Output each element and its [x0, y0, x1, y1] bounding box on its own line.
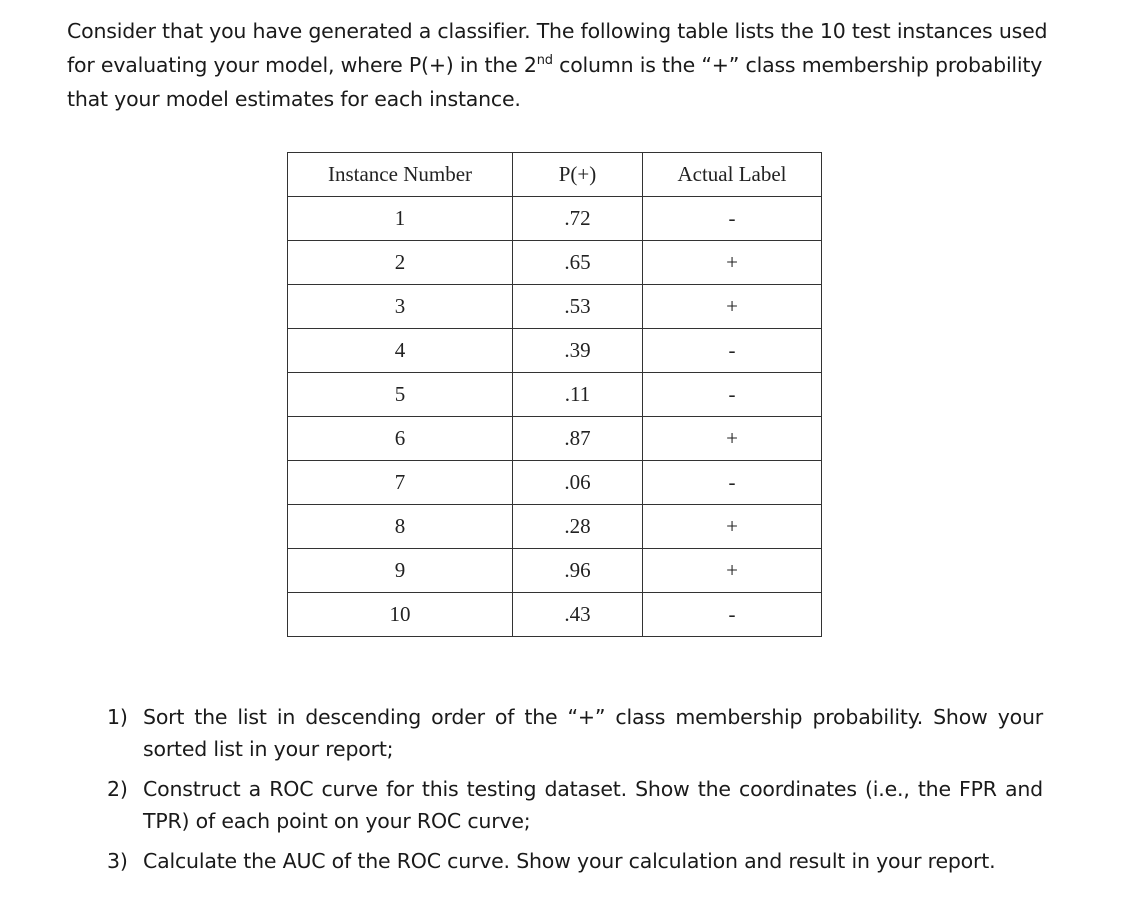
table-row — [288, 461, 822, 505]
table-row — [288, 285, 822, 329]
probability-cell: .06 — [513, 461, 643, 505]
table-row — [288, 417, 822, 461]
header-probability: P(+) — [513, 153, 643, 197]
table-row — [288, 505, 822, 549]
instance-number-cell: 1 — [288, 197, 513, 241]
instance-number-cell: 3 — [288, 285, 513, 329]
question-item — [107, 845, 1043, 877]
table-row — [288, 593, 822, 637]
table-row — [288, 329, 822, 373]
table-row — [288, 197, 822, 241]
question-text: Calculate the AUC of the ROC curve. Show your calculation and result in your report. — [143, 849, 996, 873]
probability-cell: .11 — [513, 373, 643, 417]
actual-label-cell: + — [643, 241, 822, 285]
actual-label-cell: - — [643, 461, 822, 505]
header-instance-number: Instance Number — [288, 153, 513, 197]
instance-number-cell: 4 — [288, 329, 513, 373]
actual-label-cell: - — [643, 329, 822, 373]
instance-number-cell: 2 — [288, 241, 513, 285]
actual-label-cell: + — [643, 505, 822, 549]
instance-number-cell: 5 — [288, 373, 513, 417]
intro-text-part2: column is the “+” class membership probability that your model estimates for each instance. — [67, 53, 1043, 111]
probability-cell: .65 — [513, 241, 643, 285]
actual-label-cell: + — [643, 549, 822, 593]
question-text: Sort the list in descending order of the “+” class membership probability. Show your sorted list in your report; — [143, 705, 1043, 761]
actual-label-cell: + — [643, 417, 822, 461]
instance-number-cell: 10 — [288, 593, 513, 637]
table-row — [288, 241, 822, 285]
probability-cell: .87 — [513, 417, 643, 461]
actual-label-cell: + — [643, 285, 822, 329]
table-row — [288, 373, 822, 417]
question-number: 3) — [107, 849, 128, 873]
table-row — [288, 549, 822, 593]
question-number: 2) — [107, 777, 128, 801]
intro-paragraph — [67, 14, 1067, 116]
question-text: Construct a ROC curve for this testing dataset. Show the coordinates (i.e., the FPR and TPR) of each point on your ROC curve; — [143, 777, 1043, 833]
instance-number-cell: 7 — [288, 461, 513, 505]
header-actual-label: Actual Label — [643, 153, 822, 197]
intro-superscript: nd — [536, 53, 553, 69]
table-header-row — [288, 153, 822, 197]
instance-number-cell: 9 — [288, 549, 513, 593]
question-number: 1) — [107, 705, 128, 729]
instances-table — [287, 152, 822, 637]
actual-label-cell: - — [643, 373, 822, 417]
intro-text-part1: Consider that you have generated a classifier. The following table lists the 10 test instances used for evaluating your model, where P(+) in the 2 — [67, 19, 1048, 77]
probability-cell: .72 — [513, 197, 643, 241]
probability-cell: .28 — [513, 505, 643, 549]
actual-label-cell: - — [643, 197, 822, 241]
question-item — [107, 773, 1043, 837]
instance-number-cell: 8 — [288, 505, 513, 549]
questions-list — [107, 701, 1043, 885]
probability-cell: .39 — [513, 329, 643, 373]
probability-cell: .96 — [513, 549, 643, 593]
question-item — [107, 701, 1043, 765]
instance-number-cell: 6 — [288, 417, 513, 461]
actual-label-cell: - — [643, 593, 822, 637]
probability-cell: .53 — [513, 285, 643, 329]
probability-cell: .43 — [513, 593, 643, 637]
